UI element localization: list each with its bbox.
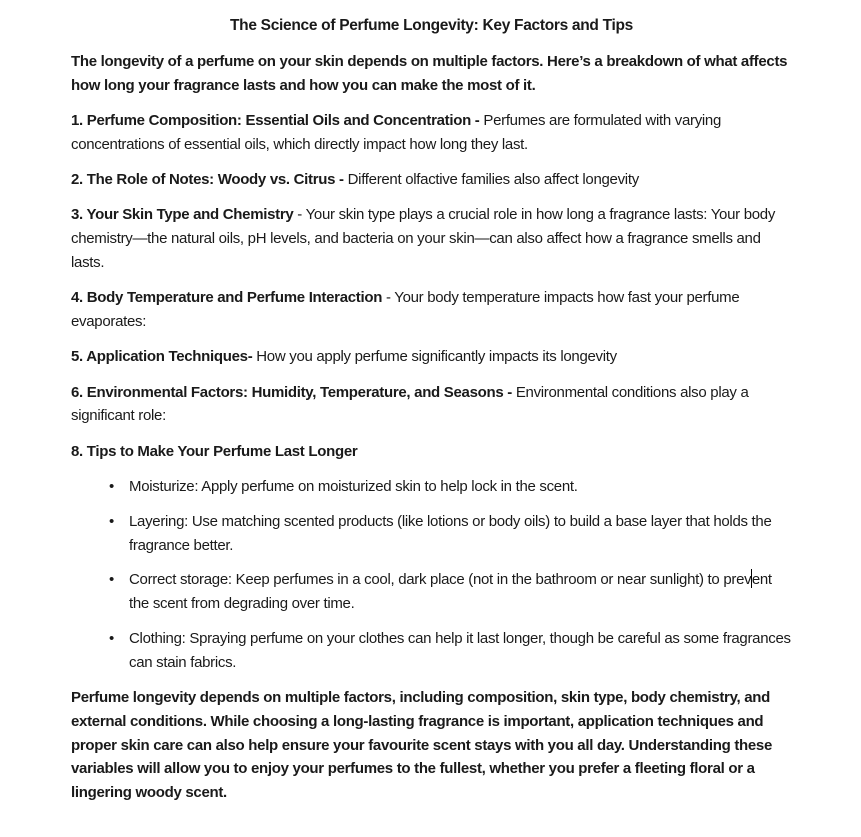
section-body-2: Different olfactive families also affect longevity: [347, 170, 639, 188]
section-paragraph-3[interactable]: [71, 203, 792, 274]
section-body-4: - Your body temperature impacts how fast your perfume evaporates:: [71, 289, 740, 330]
tip-item-moisturize[interactable]: [71, 475, 792, 499]
tip-item-layering[interactable]: [71, 510, 792, 558]
intro-paragraph[interactable]: The longevity of a perfume on your skin depends on multiple factors. Here’s a breakdown of what affects how long your fragrance lasts and how you can make the most of it.: [71, 52, 788, 94]
section-lead-2: 2. The Role of Notes: Woody vs. Citrus -: [71, 170, 348, 188]
tips-heading[interactable]: 8. Tips to Make Your Perfume Last Longer: [71, 442, 358, 460]
section-lead-5: 5. Application Techniques-: [71, 348, 257, 366]
document-title[interactable]: The Science of Perfume Longevity: Key Factors and Tips: [230, 17, 633, 34]
section-paragraph-5[interactable]: [71, 345, 792, 369]
tip-text: Clothing: Spraying perfume on your clothes can help it last longer, though be careful as some fragrances can stain fabrics.: [129, 629, 791, 671]
section-paragraph-2[interactable]: [71, 168, 792, 192]
tip-text: Moisturize: Apply perfume on moisturized skin to help lock in the scent.: [129, 477, 578, 495]
section-lead-4: 4. Body Temperature and Perfume Interaction: [71, 289, 383, 307]
section-paragraph-4[interactable]: [71, 286, 792, 334]
section-body-5: How you apply perfume significantly impacts its longevity: [256, 348, 617, 366]
section-lead-1: 1. Perfume Composition: Essential Oils and Concentration -: [71, 111, 484, 129]
section-lead-6: 6. Environmental Factors: Humidity, Temperature, and Seasons -: [71, 383, 516, 401]
section-body-1: Perfumes are formulated with varying concentrations of essential oils, which directly impact how long they last.: [71, 111, 722, 153]
tip-text-after-caret: ent the scent from degrading over time.: [129, 571, 772, 613]
section-body-6: Environmental conditions also play a significant role:: [71, 383, 749, 425]
tip-text: Layering: Use matching scented products (like lotions or body oils) to build a base layer that holds the fragrance better.: [129, 512, 772, 554]
section-body-3: - Your skin type plays a crucial role in how long a fragrance lasts: Your body chemistry—the natural oils, pH levels, and bacteria on your skin—can also affect how a fragrance smells and lasts.: [71, 206, 776, 271]
tip-item-clothing[interactable]: [71, 627, 792, 675]
tips-list: [71, 475, 792, 675]
section-paragraph-6[interactable]: [71, 381, 792, 429]
conclusion-paragraph[interactable]: Perfume longevity depends on multiple factors, including composition, skin type, body chemistry, and external conditions. While choosing a long-lasting fragrance is important, application techniques and proper skin care can also help ensure your favourite scent stays with you all day. Understanding these variables will allow you to enjoy your perfumes to the fullest, whether you prefer a fleeting floral or a lingering woody scent.: [71, 689, 773, 802]
section-lead-3: 3. Your Skin Type and Chemistry: [71, 206, 294, 224]
tip-item-correct-storage[interactable]: [71, 568, 792, 616]
section-paragraph-1[interactable]: [71, 109, 792, 157]
tip-text-before-caret: Correct storage: Keep perfumes in a cool, dark place (not in the bathroom or near sunlight) to prev: [129, 571, 752, 589]
